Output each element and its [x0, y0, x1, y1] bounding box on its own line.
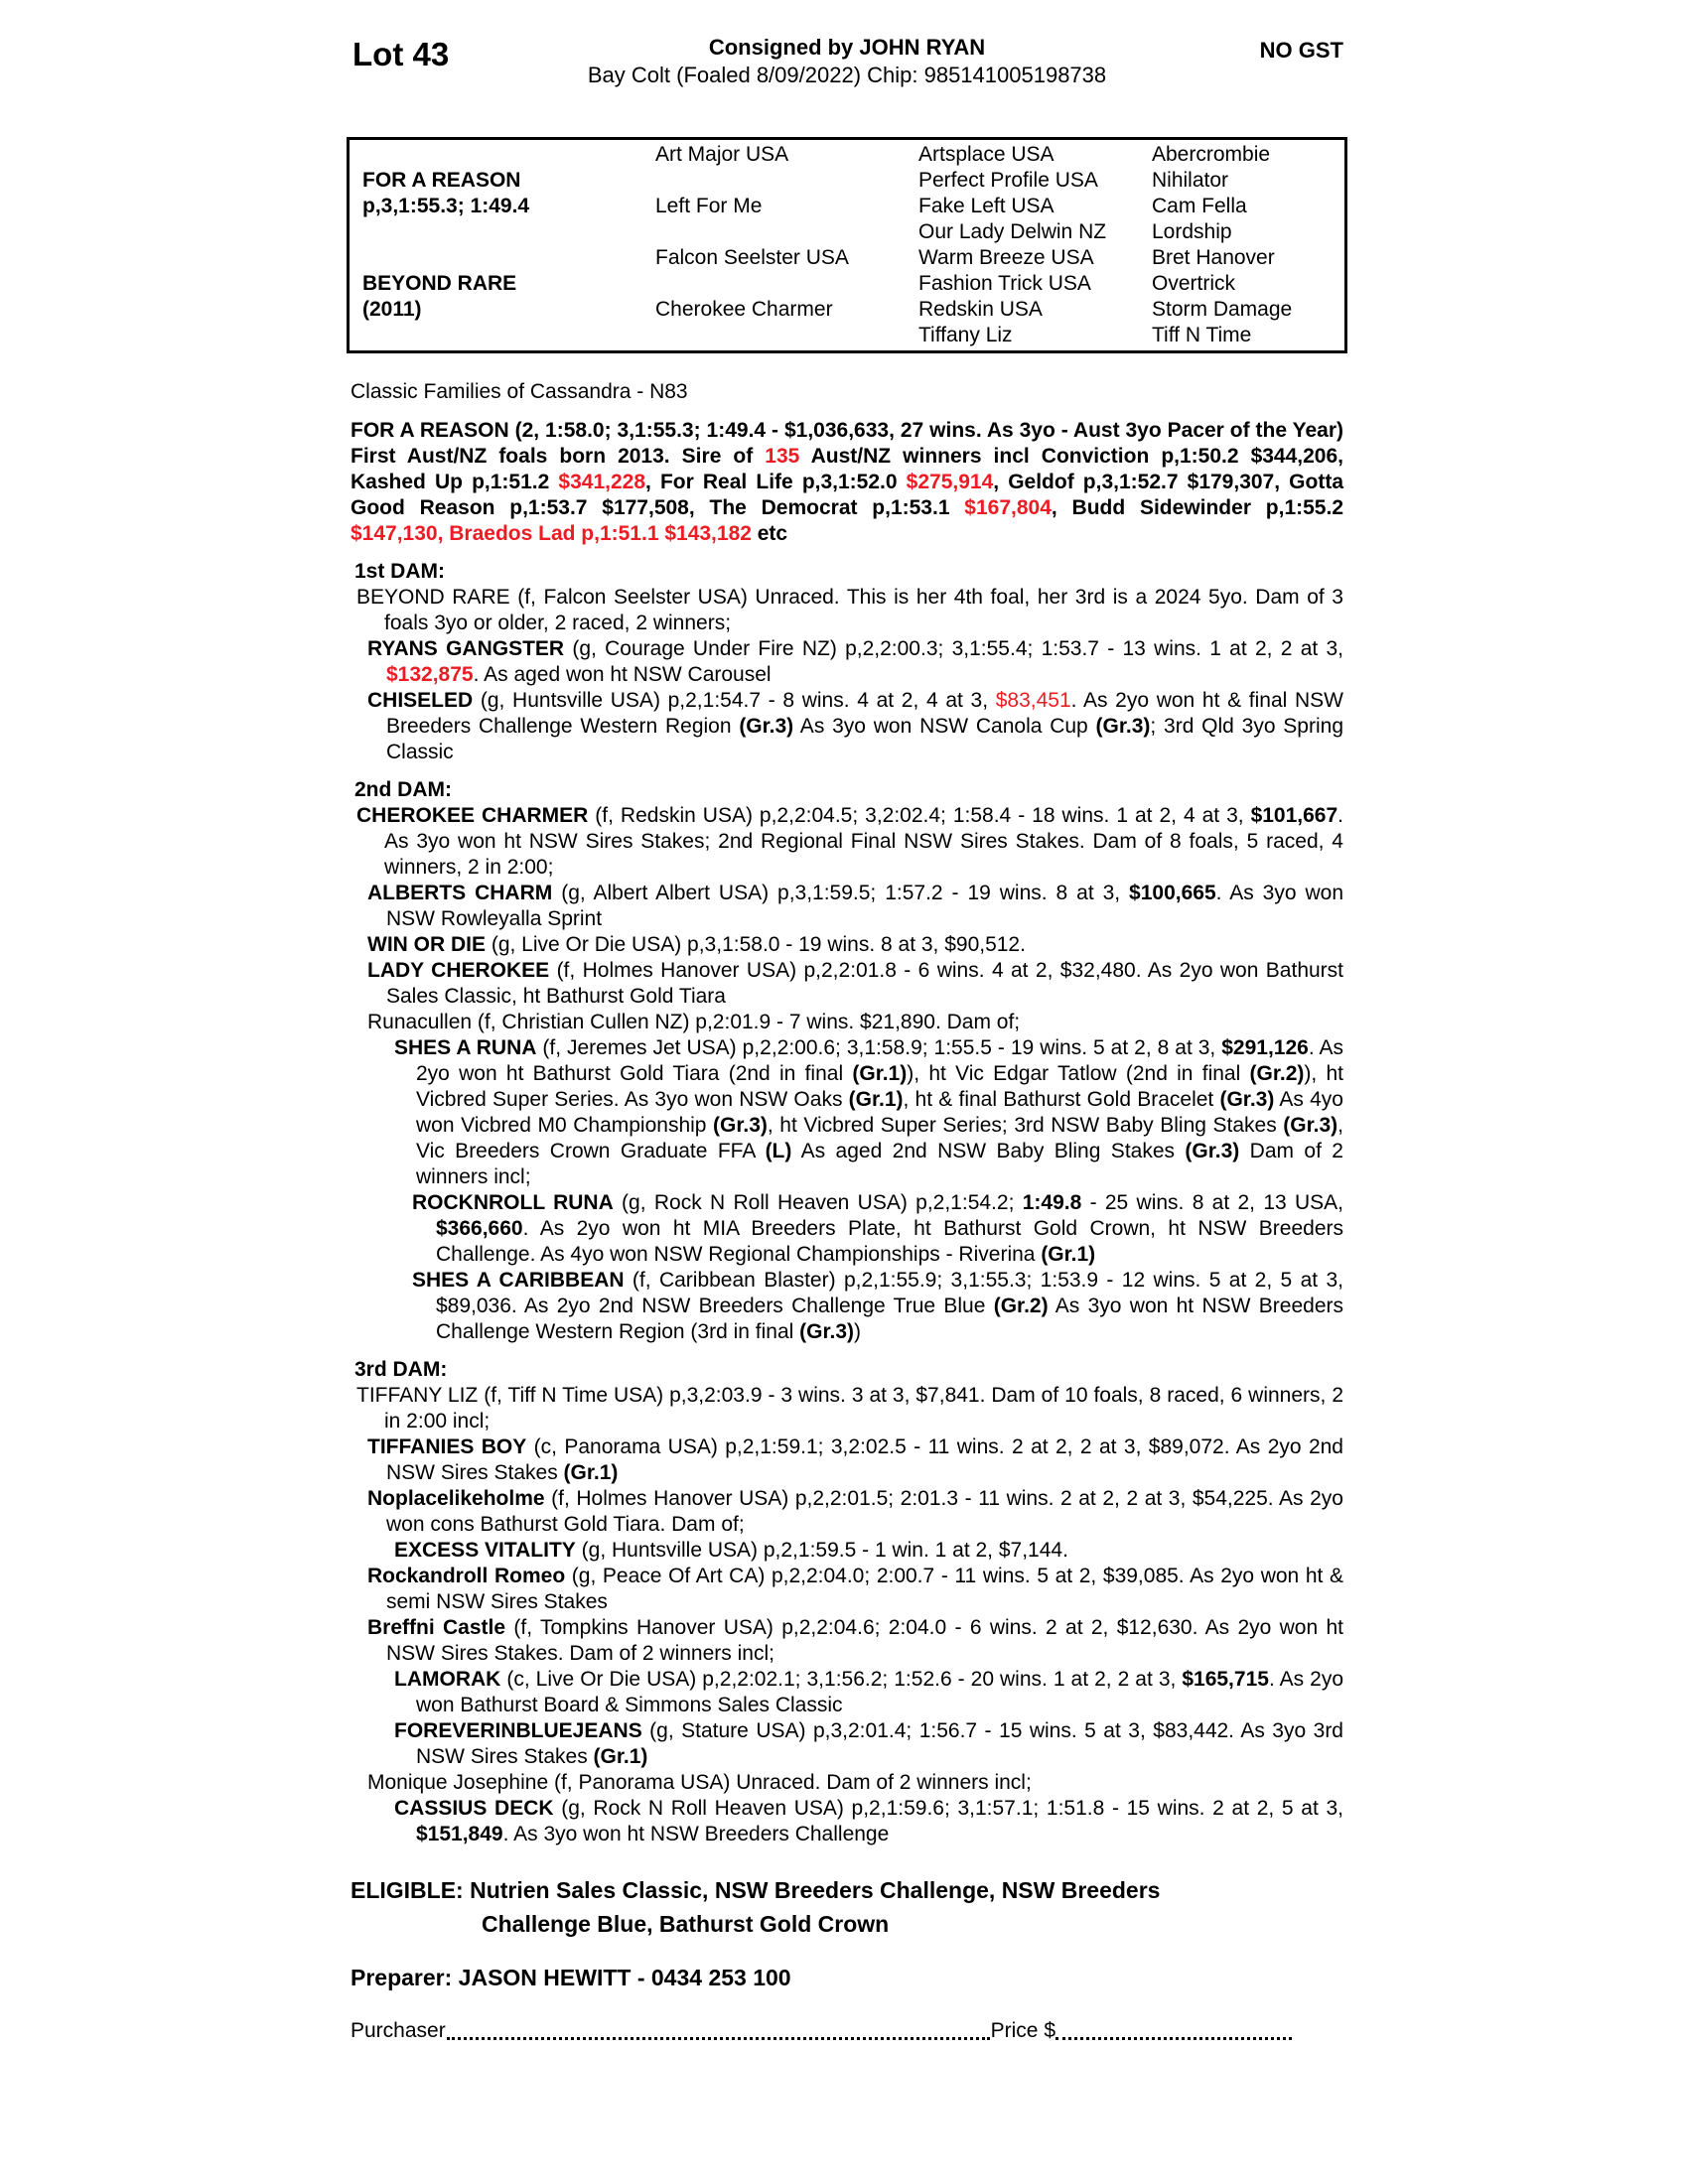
pedigree-cell: Tiff N Time — [1152, 324, 1252, 346]
pedigree-cell: Fake Left USA — [918, 195, 1055, 217]
pedigree-cell: Storm Damage — [1152, 298, 1293, 321]
text-segment: 2nd DAM: — [354, 778, 452, 801]
text-segment: (f, Tompkins Hanover USA) p,2,2:04.6; 2:04.0 - 6 wins. 2 at 2, $12,630. As 2yo won ht NSW Sires Stakes. Dam of 2 winners incl; — [386, 1616, 1344, 1665]
pedigree-cell: Tiffany Liz — [918, 324, 1013, 346]
text-segment: , ht & final Bathurst Gold Bracelet — [903, 1088, 1220, 1111]
highlighted-earnings: $147,130, Braedos Lad p,1:51.1 $143,182 — [351, 522, 752, 545]
classic-families-note — [351, 379, 1343, 405]
pedigree-cell: (2011) — [362, 298, 422, 321]
pedigree-entry — [351, 688, 1343, 765]
preparer-line: Preparer: JASON HEWITT - 0434 253 100 — [351, 1965, 791, 1990]
text-segment: (Gr.2) — [1249, 1062, 1305, 1085]
pedigree-cell: Fashion Trick USA — [918, 272, 1091, 295]
text-segment: (g, Albert Albert USA) p,3,1:59.5; 1:57.2 - 19 wins. 8 at 3, — [552, 882, 1130, 904]
text-segment: - 25 wins. 8 at 2, 13 USA, — [1081, 1191, 1344, 1214]
text-segment: $100,665 — [1129, 882, 1216, 904]
pedigree-entry — [351, 1718, 1343, 1770]
text-segment: . As 3yo won ht NSW Breeders Challenge — [502, 1823, 890, 1845]
text-segment: , Budd Sidewinder p,1:55.2 — [1051, 496, 1343, 519]
pedigree-entry — [351, 1010, 1343, 1035]
text-segment: (g, Stature USA) p,3,2:01.4; 1:56.7 - 15 wins. 5 at 3, $83,442. As 3yo 3rd NSW Sires Stakes — [416, 1719, 1343, 1768]
text-segment: Breffni Castle — [367, 1616, 506, 1639]
consignor-line: Consigned by JOHN RYAN — [708, 35, 986, 60]
sire-summary — [351, 418, 1343, 547]
text-segment: (g, Rock N Roll Heaven USA) p,2,1:59.6; 3,1:57.1; 1:51.8 - 15 wins. 2 at 2, 5 at 3, — [553, 1797, 1343, 1820]
text-segment: . As aged won ht NSW Carousel — [473, 663, 772, 686]
text-segment: LADY CHEROKEE — [367, 959, 550, 982]
text-segment: Noplacelikeholme — [367, 1487, 545, 1510]
text-segment: (f, Holmes Hanover USA) p,2,2:01.8 - 6 wins. 4 at 2, $32,480. As 2yo won Bathurst Sales Classic, ht Bathurst Gold Tiara — [386, 959, 1343, 1008]
text-segment: (Gr.1) — [593, 1745, 648, 1768]
text-segment: (f, Jeremes Jet USA) p,2,2:00.6; 3,1:58.9; 1:55.5 - 19 wins. 5 at 2, 8 at 3, — [536, 1036, 1222, 1059]
pedigree-cell: Nihilator — [1152, 169, 1229, 192]
page-header — [351, 34, 1343, 133]
text-segment: Dam of 2 winners incl; — [416, 1140, 1343, 1188]
pedigree-entry — [351, 932, 1343, 958]
purchaser-label: Purchaser — [351, 2019, 446, 2042]
pedigree-cell: Warm Breeze USA — [918, 246, 1094, 269]
highlighted-earnings: 135 — [765, 445, 800, 468]
text-segment: LAMORAK — [394, 1668, 501, 1691]
pedigree-entry — [351, 1770, 1343, 1796]
text-segment: WIN OR DIE — [367, 933, 486, 956]
text-segment: , ht Vicbred Super Series; 3rd NSW Baby Bling Stakes — [767, 1114, 1284, 1137]
text-segment: Rockandroll Romeo — [367, 1565, 566, 1587]
price-label: Price $ — [990, 2019, 1055, 2042]
text-segment: As 3yo won NSW Canola Cup — [793, 715, 1096, 738]
text-segment: (c, Live Or Die USA) p,2,2:02.1; 3,1:56.2; 1:52.6 - 20 wins. 1 at 2, 2 at 3, — [500, 1668, 1183, 1691]
eligibility-line-2: Challenge Blue, Bathurst Gold Crown — [482, 1911, 890, 1937]
text-segment: RYANS GANGSTER — [367, 637, 565, 660]
pedigree-entry — [351, 1434, 1343, 1486]
text-segment: (Gr.3) — [739, 715, 794, 738]
first-dam-heading — [351, 559, 1343, 585]
purchaser-dotted-leader — [447, 2037, 990, 2040]
text-segment: ; 3rd Qld 3yo Spring Classic — [386, 715, 1343, 763]
text-segment: (g, Courage Under Fire NZ) p,2,2:00.3; 3,1:55.4; 1:53.7 - 13 wins. 1 at 2, 2 at 3, — [564, 637, 1343, 660]
text-segment: (Gr.1) — [1041, 1243, 1096, 1266]
text-segment: 3rd DAM: — [354, 1358, 448, 1381]
text-segment: As aged 2nd NSW Baby Bling Stakes — [791, 1140, 1186, 1162]
text-segment: (Gr.1) — [563, 1461, 619, 1484]
text-segment: Monique Josephine (f, Panorama USA) Unraced. Dam of 2 winners incl; — [367, 1771, 1032, 1794]
eligibility-note — [351, 1873, 1343, 1941]
pedigree-cell: Abercrombie — [1152, 143, 1271, 166]
pedigree-entry — [351, 1564, 1343, 1615]
text-segment: (c, Panorama USA) p,2,1:59.1; 3,2:02.5 - 11 wins. 2 at 2, 2 at 3, $89,072. As 2yo 2nd NSW Sires Stakes — [386, 1435, 1343, 1484]
text-segment: (Gr.3) — [1219, 1088, 1275, 1111]
highlighted-earnings: $83,451 — [995, 689, 1071, 712]
text-segment: . As 2yo won Bathurst Board & Simmons Sales Classic — [416, 1668, 1343, 1716]
text-segment: $151,849 — [416, 1823, 503, 1845]
text-segment: ), ht Vic Edgar Tatlow (2nd in final — [907, 1062, 1250, 1085]
pedigree-cell: Bret Hanover — [1152, 246, 1275, 269]
highlighted-earnings: $275,914 — [906, 471, 994, 493]
text-segment: (Gr.3) — [1185, 1140, 1240, 1162]
text-segment: EXCESS VITALITY — [394, 1539, 576, 1562]
gst-status: NO GST — [1259, 38, 1343, 63]
pedigree-entry — [351, 1383, 1343, 1434]
horse-description: Bay Colt (Foaled 8/09/2022) Chip: 985141005198738 — [587, 63, 1107, 87]
pedigree-details — [351, 379, 1343, 1847]
text-segment: ), ht Vicbred Super Series. As 3yo won NSW Oaks — [416, 1062, 1343, 1111]
pedigree-cell: Artsplace USA — [918, 143, 1055, 166]
text-segment: CHISELED — [367, 689, 474, 712]
highlighted-earnings: $132,875 — [386, 663, 474, 686]
pedigree-cell: Our Lady Delwin NZ — [918, 220, 1107, 243]
text-segment: (f, Redskin USA) p,2,2:04.5; 3,2:02.4; 1:58.4 - 18 wins. 1 at 2, 4 at 3, — [588, 804, 1251, 827]
text-segment: Classic Families of Cassandra - N83 — [351, 380, 688, 403]
second-dam-heading — [351, 777, 1343, 803]
text-segment: 1st DAM: — [354, 560, 446, 583]
pedigree-cell: Art Major USA — [655, 143, 789, 166]
text-segment: (L) — [765, 1140, 792, 1162]
text-segment: (Gr.3) — [1095, 715, 1151, 738]
text-segment: (g, Peace Of Art CA) p,2,2:04.0; 2:00.7 - 11 wins. 5 at 2, $39,085. As 2yo won ht & semi NSW Sires Stakes — [386, 1565, 1343, 1613]
pedigree-entry — [351, 803, 1343, 881]
pedigree-entry — [351, 585, 1343, 636]
text-segment: $366,660 — [436, 1217, 523, 1240]
text-segment: (g, Live Or Die USA) p,3,1:58.0 - 19 wins. 8 at 3, $90,512. — [486, 933, 1026, 956]
text-segment: CHEROKEE CHARMER — [356, 804, 589, 827]
text-segment: (Gr.1) — [848, 1088, 904, 1111]
pedigree-entry — [351, 1538, 1343, 1564]
pedigree-entry — [351, 1190, 1343, 1268]
third-dam-heading — [351, 1357, 1343, 1383]
text-segment: (Gr.3) — [713, 1114, 768, 1137]
text-segment: . As 2yo won ht & final NSW Breeders Challenge Western Region — [386, 689, 1343, 738]
pedigree-cell: Cam Fella — [1152, 195, 1247, 217]
pedigree-cell: Falcon Seelster USA — [655, 246, 849, 269]
text-segment: 1:49.8 — [1022, 1191, 1082, 1214]
text-segment: TIFFANIES BOY — [367, 1435, 527, 1458]
pedigree-entry — [351, 636, 1343, 688]
text-segment: As 3yo won ht NSW Breeders Challenge Western Region (3rd in final — [436, 1295, 1343, 1343]
text-segment: SHES A CARIBBEAN — [412, 1269, 625, 1292]
pedigree-cell: BEYOND RARE — [362, 272, 517, 295]
text-segment: . As 2yo won ht Bathurst Gold Tiara (2nd in final — [416, 1036, 1343, 1085]
text-segment: , Geldof p,3,1:52.7 $179,307, Gotta Good Reason p,1:53.7 $177,508, The Democrat p,1:53.1 — [351, 471, 1344, 519]
purchaser-line — [351, 2019, 1292, 2043]
pedigree-cell: p,3,1:55.3; 1:49.4 — [362, 195, 530, 217]
pedigree-entry — [351, 1035, 1343, 1190]
text-segment: BEYOND RARE (f, Falcon Seelster USA) Unraced. This is her 4th foal, her 3rd is a 2024 5yo. Dam of 3 foals 3yo or older, 2 raced, 2 winners; — [356, 586, 1343, 634]
text-segment: , Vic Breeders Crown Graduate FFA — [416, 1114, 1343, 1162]
pedigree-entry — [351, 1667, 1343, 1718]
text-segment: . As 3yo won ht NSW Sires Stakes; 2nd Regional Final NSW Sires Stakes. Dam of 8 foals, 5 raced, 4 winners, 2 in 2:00; — [384, 804, 1344, 879]
text-segment: . As 2yo won ht MIA Breeders Plate, ht Bathurst Gold Crown, ht NSW Breeders Challenge. As 4yo won NSW Regional Championships - Riverina — [436, 1217, 1343, 1266]
lot-number: Lot 43 — [352, 36, 450, 72]
text-segment: (f, Caribbean Blaster) p,2,1:55.9; 3,1:55.3; 1:53.9 - 12 wins. 5 at 2, 5 at 3, $89,036. As 2yo 2nd NSW Breeders Challenge True Blue — [436, 1269, 1343, 1317]
text-segment: (Gr.2) — [993, 1295, 1049, 1317]
pedigree-table — [347, 137, 1347, 353]
text-segment: FOR A REASON (2, 1:58.0; 3,1:55.3; 1:49.4 - $1,036,633, 27 wins. As 3yo - Aust 3yo Pacer of the Year) First Aust/NZ foals born 2013. Sire of — [351, 419, 1343, 468]
eligibility-line-1: ELIGIBLE: Nutrien Sales Classic, NSW Breeders Challenge, NSW Breeders — [351, 1877, 1161, 1903]
text-segment: As 4yo won Vicbred M0 Championship — [416, 1088, 1343, 1137]
text-segment: $291,126 — [1221, 1036, 1309, 1059]
pedigree-cell: FOR A REASON — [362, 169, 521, 192]
pedigree-cell: Cherokee Charmer — [655, 298, 833, 321]
pedigree-entry — [351, 1268, 1343, 1345]
text-segment: Runacullen (f, Christian Cullen NZ) p,2:01.9 - 7 wins. $21,890. Dam of; — [367, 1011, 1021, 1033]
text-segment: ROCKNROLL RUNA — [412, 1191, 614, 1214]
text-segment: ) — [854, 1320, 862, 1343]
text-segment: $165,715 — [1182, 1668, 1269, 1691]
text-segment: (Gr.3) — [799, 1320, 855, 1343]
pedigree-entry — [351, 1615, 1343, 1667]
pedigree-entry — [351, 1796, 1343, 1847]
pedigree-cell: Redskin USA — [918, 298, 1043, 321]
text-segment: (Gr.3) — [1283, 1114, 1338, 1137]
highlighted-earnings: $167,804 — [964, 496, 1052, 519]
text-segment: (Gr.1) — [852, 1062, 908, 1085]
text-segment: (g, Rock N Roll Heaven USA) p,2,1:54.2; — [613, 1191, 1023, 1214]
text-segment: SHES A RUNA — [394, 1036, 537, 1059]
text-segment: CASSIUS DECK — [394, 1797, 554, 1820]
pedigree-entry — [351, 881, 1343, 932]
pedigree-entry — [351, 958, 1343, 1010]
text-segment: . As 3yo won NSW Rowleyalla Sprint — [386, 882, 1343, 930]
pedigree-cell: Left For Me — [655, 195, 763, 217]
text-segment: (g, Huntsville USA) p,2,1:54.7 - 8 wins. 4 at 2, 4 at 3, — [473, 689, 996, 712]
pedigree-cell: Perfect Profile USA — [918, 169, 1098, 192]
price-dotted-leader — [1055, 2037, 1292, 2040]
text-segment: etc — [751, 522, 788, 545]
text-segment: TIFFANY LIZ (f, Tiff N Time USA) p,3,2:03.9 - 3 wins. 3 at 3, $7,841. Dam of 10 foals, 8 raced, 6 winners, 2 in 2:00 incl; — [356, 1384, 1343, 1433]
text-segment: (g, Huntsville USA) p,2,1:59.5 - 1 win. 1 at 2, $7,144. — [575, 1539, 1068, 1562]
text-segment: $101,667 — [1250, 804, 1338, 827]
text-segment: FOREVERINBLUEJEANS — [394, 1719, 642, 1742]
highlighted-earnings: $341,228 — [558, 471, 645, 493]
text-segment: , For Real Life p,3,1:52.0 — [645, 471, 907, 493]
pedigree-cell: Overtrick — [1152, 272, 1235, 295]
pedigree-entry — [351, 1486, 1343, 1538]
pedigree-cell: Lordship — [1152, 220, 1232, 243]
text-segment: ALBERTS CHARM — [367, 882, 553, 904]
text-segment: Aust/NZ winners incl Conviction p,1:50.2 $344,206, Kashed Up p,1:51.2 — [351, 445, 1343, 493]
text-segment: (f, Holmes Hanover USA) p,2,2:01.5; 2:01.3 - 11 wins. 2 at 2, 2 at 3, $54,225. As 2yo won cons Bathurst Gold Tiara. Dam of; — [386, 1487, 1343, 1536]
